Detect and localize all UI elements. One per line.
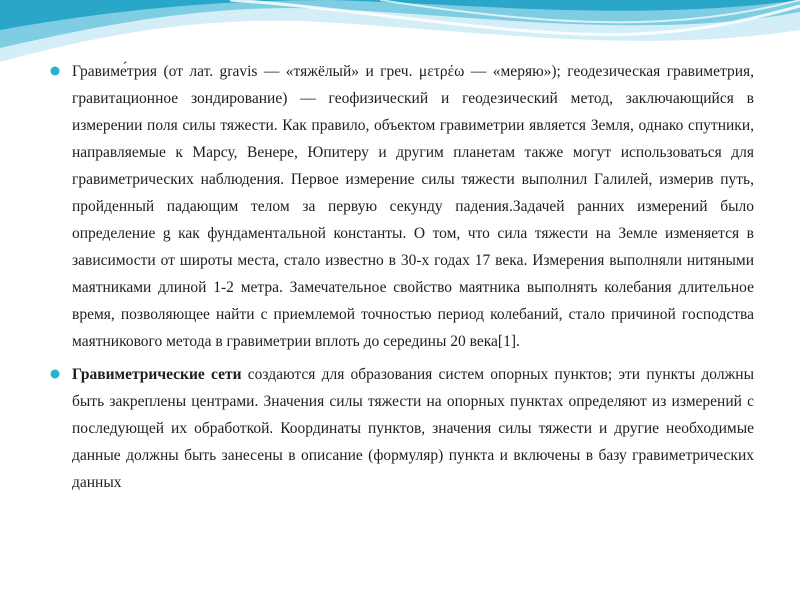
slide-content bbox=[50, 58, 754, 496]
paragraph-bold-lead: Гравиметрические сети bbox=[72, 366, 242, 383]
paragraph-gravimetric-networks bbox=[72, 361, 754, 496]
teal-dot-icon bbox=[50, 65, 62, 77]
paragraph-gravimetry bbox=[72, 58, 754, 355]
bullet-item-gravimetry bbox=[50, 58, 754, 355]
bullet-item-gravimetric-networks bbox=[50, 361, 754, 496]
teal-dot-icon bbox=[50, 368, 62, 380]
paragraph-text: создаются для образования систем опорных пунктов; эти пункты должны быть закреплены центрами. Значения силы тяжести на опорных пунктах определяют из измерений с последующей их обработкой. Координаты пунктов, значения силы тяжести и другие необходимые данные должны быть занесены в описание (формуляр) пункта и включены в базу гравиметрических данных bbox=[72, 366, 754, 491]
paragraph-text: Гравиме́трия (от лат. gravis — «тяжёлый» и греч. μετρέω — «меряю»); геодезическая гравиметрия, гравитационное зондирование) — геофизический и геодезический метод, заключающийся в измерении поля силы тяжести. Как правило, объектом гравиметрии является Земля, однако спутники, направляемые к Марсу, Венере, Юпитеру и другим планетам также могут использоваться для гравиметрических наблюдения. Первое измерение силы тяжести выполнил Галилей, измерив путь, пройденный падающим телом за первую секунду падения.Задачей ранних измерений было определение g как фундаментальной константы. О том, что сила тяжести на Земле изменяется в зависимости от широты места, стало известно в 30-х годах 17 века. Измерения выполняли нитяными маятниками длиной 1-2 метра. Замечательное свойство маятника выполнять колебания длительное время, позволяющее найти с приемлемой точностью период колебаний, стало причиной господства маятникового метода в гравиметрии вплоть до середины 20 века[1]. bbox=[72, 63, 754, 350]
